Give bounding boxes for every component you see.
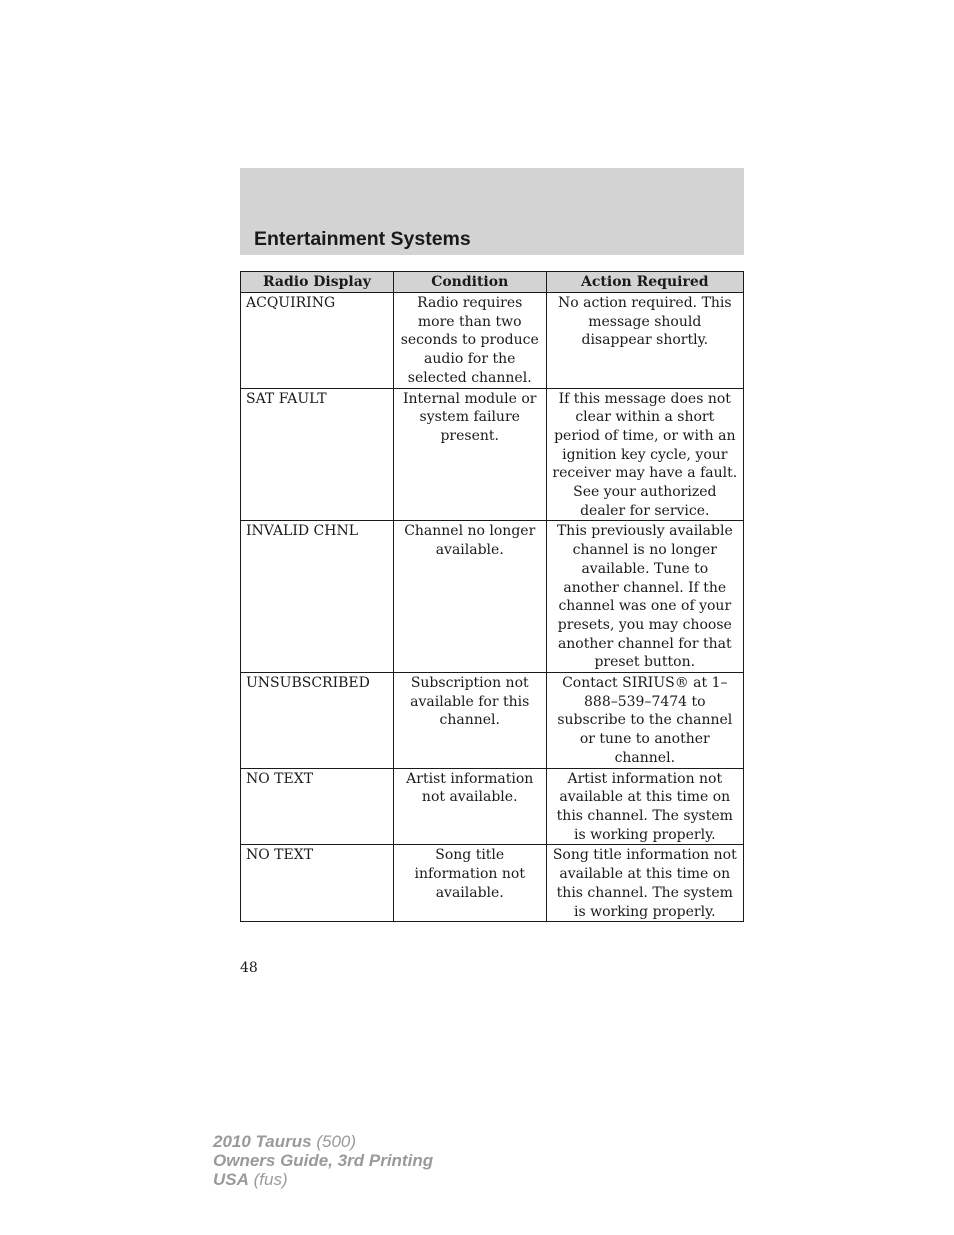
radio-display-table: [240, 271, 744, 922]
footer-market: USA: [213, 1170, 249, 1189]
action-required-cell: No action required. This message should disappear shortly.: [546, 293, 743, 389]
footer-model-code: (500): [316, 1132, 357, 1151]
page-number: 48: [240, 960, 258, 976]
table-row: [241, 521, 744, 673]
action-required-cell: This previously available channel is no longer available. Tune to another channel. If the channel was one of your presets, you may choose another channel for that preset button.: [546, 521, 743, 673]
radio-display-cell: ACQUIRING: [241, 293, 394, 389]
radio-display-cell: NO TEXT: [241, 845, 394, 922]
radio-display-cell: SAT FAULT: [241, 388, 394, 521]
footer-guide-edition: Owners Guide, 3rd Printing: [213, 1151, 434, 1170]
footer-line-1: [213, 1132, 433, 1151]
action-required-cell: Artist information not available at this time on this channel. The system is working properly.: [546, 768, 743, 845]
condition-cell: Artist information not available.: [393, 768, 546, 845]
condition-cell: Song title information not available.: [393, 845, 546, 922]
section-title: Entertainment Systems: [254, 228, 471, 250]
table-row: [241, 388, 744, 521]
radio-display-cell: UNSUBSCRIBED: [241, 673, 394, 769]
table-row: [241, 768, 744, 845]
footer-model: 2010 Taurus: [213, 1132, 312, 1151]
header-action-required: Action Required: [546, 272, 743, 293]
action-required-cell: Contact SIRIUS® at 1–888–539–7474 to subscribe to the channel or tune to another channel.: [546, 673, 743, 769]
footer-market-code: (fus): [253, 1170, 288, 1189]
footer-line-3: [213, 1170, 433, 1189]
action-required-cell: If this message does not clear within a short period of time, or with an ignition key cycle, your receiver may have a fault. See your authorized dealer for service.: [546, 388, 743, 521]
header-condition: Condition: [393, 272, 546, 293]
table-row: [241, 293, 744, 389]
condition-cell: Subscription not available for this channel.: [393, 673, 546, 769]
radio-display-cell: NO TEXT: [241, 768, 394, 845]
radio-display-cell: INVALID CHNL: [241, 521, 394, 673]
header-radio-display: Radio Display: [241, 272, 394, 293]
footer-line-2: [213, 1151, 433, 1170]
document-footer: [213, 1132, 433, 1189]
action-required-cell: Song title information not available at this time on this channel. The system is working properly.: [546, 845, 743, 922]
condition-cell: Internal module or system failure present.: [393, 388, 546, 521]
table-header-row: [241, 272, 744, 293]
condition-cell: Channel no longer available.: [393, 521, 546, 673]
condition-cell: Radio requires more than two seconds to produce audio for the selected channel.: [393, 293, 546, 389]
table-row: [241, 673, 744, 769]
table-row: [241, 845, 744, 922]
